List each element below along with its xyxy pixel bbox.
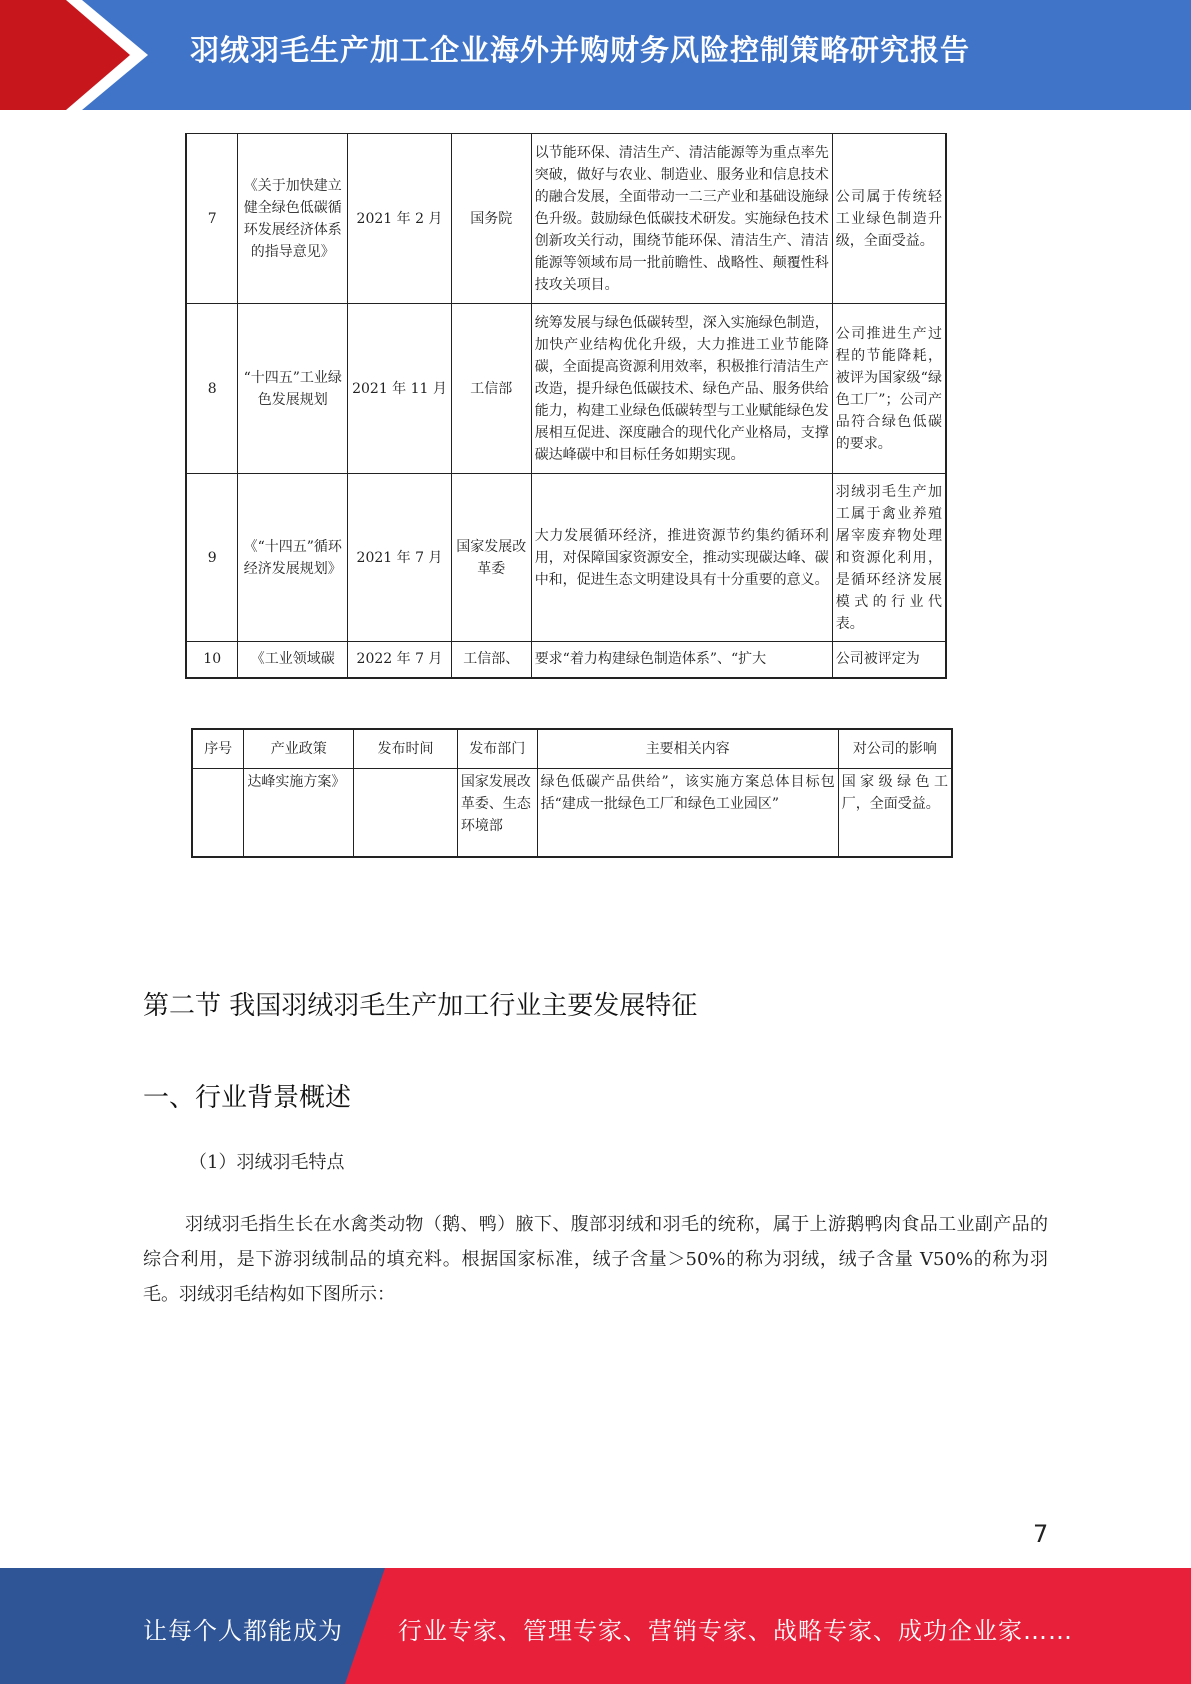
policy-content: 以节能环保、清洁生产、清洁能源等为重点率先突破，做好与农业、制造业、服务业和信息技术的融合发展，全面带动一二三产业和基础设施绿色升级。鼓励绿色低碳技术研发。实施绿色技术创新攻关行动，围绕节能环保、清洁生产、清洁能源等领域布局一批前瞻性、战略性、颠覆性科技攻关项目。 (531, 134, 832, 304)
col-header-date: 发布时间 (354, 729, 458, 769)
publish-dept: 工信部、 (451, 642, 531, 678)
page-header (0, 0, 1191, 110)
page-footer (0, 1568, 1191, 1684)
policy-table-continued (185, 133, 947, 679)
report-title: 羽绒羽毛生产加工企业海外并购财务风险控制策略研究报告 (190, 33, 971, 67)
col-header-dept: 发布部门 (457, 729, 537, 769)
publish-date: 2021 年 11 月 (348, 304, 452, 474)
policy-content: 要求“着力构建绿色制造体系”、“扩大 (531, 642, 832, 678)
policy-name: 《关于加快建立健全绿色低碳循环发展经济体系的指导意见》 (238, 134, 348, 304)
section-heading: 第二节 我国羽绒羽毛生产加工行业主要发展特征 (143, 991, 698, 1021)
policy-content: 大力发展循环经济，推进资源节约集约循环利用，对保障国家资源安全，推动实现碳达峰、碳中和，促进生态文明建设具有十分重要的意义。 (531, 474, 832, 642)
row-number: 10 (186, 642, 238, 678)
table-row (186, 474, 946, 642)
company-impact: 公司被评定为 (832, 642, 946, 678)
footer-slogan-left: 让每个人都能成为 (143, 1617, 343, 1645)
publish-dept: 国务院 (451, 134, 531, 304)
policy-name: 达峰实施方案》 (244, 769, 354, 857)
row-number: 9 (186, 474, 238, 642)
policy-name: 《工业领域碳 (238, 642, 348, 678)
row-number: 8 (186, 304, 238, 474)
table-row (192, 769, 952, 857)
table-header-row (192, 729, 952, 769)
table-row (186, 642, 946, 678)
policy-content: 绿色低碳产品供给”，该实施方案总体目标包括“建成一批绿色工厂和绿色工业园区” (537, 769, 838, 857)
policy-table-continuation (191, 728, 953, 858)
publish-date (354, 769, 458, 857)
publish-dept: 工信部 (451, 304, 531, 474)
col-header-number: 序号 (192, 729, 244, 769)
company-impact: 公司推进生产过程的节能降耗，被评为国家级“绿色工厂”；公司产品符合绿色低碳的要求。 (832, 304, 946, 474)
col-header-impact: 对公司的影响 (838, 729, 952, 769)
sub-heading: 一、行业背景概述 (143, 1083, 352, 1113)
table-row (186, 134, 946, 304)
publish-dept: 国家发展改革委 (451, 474, 531, 642)
col-header-policy: 产业政策 (244, 729, 354, 769)
company-impact: 国家级绿色工厂，全面受益。 (838, 769, 952, 857)
body-paragraph: 羽绒羽毛指生长在水禽类动物（鹅、鸭）腋下、腹部羽绒和羽毛的统称，属于上游鹅鸭肉食品工业副产品的综合利用，是下游羽绒制品的填充料。根据国家标准，绒子含量＞50%的称为羽绒，绒子含量 V50%的称为羽毛。羽绒羽毛结构如下图所示： (143, 1214, 1048, 1305)
company-impact: 羽绒羽毛生产加工属于禽业养殖屠宰废弃物处理和资源化利用，是循环经济发展模式的行业代表。 (832, 474, 946, 642)
row-number (192, 769, 244, 857)
policy-name: 《“十四五”循环经济发展规划》 (238, 474, 348, 642)
page-number: 7 (1033, 1520, 1049, 1548)
point-heading: （1）羽绒羽毛特点 (189, 1152, 345, 1173)
publish-dept: 国家发展改革委、生态环境部 (457, 769, 537, 857)
footer-slogan-right: 行业专家、管理专家、营销专家、战略专家、成功企业家…… (398, 1617, 1073, 1645)
policy-content: 统筹发展与绿色低碳转型，深入实施绿色制造，加快产业结构优化升级，大力推进工业节能降碳，全面提高资源利用效率，积极推行清洁生产改造，提升绿色低碳技术、绿色产品、服务供给能力，构建工业绿色低碳转型与工业赋能绿色发展相互促进、深度融合的现代化产业格局，支撑碳达峰碳中和目标任务如期实现。 (531, 304, 832, 474)
company-impact: 公司属于传统轻工业绿色制造升级，全面受益。 (832, 134, 946, 304)
policy-name: “十四五”工业绿色发展规划 (238, 304, 348, 474)
col-header-content: 主要相关内容 (537, 729, 838, 769)
publish-date: 2021 年 7 月 (348, 474, 452, 642)
header-red-chevron (0, 0, 160, 110)
row-number: 7 (186, 134, 238, 304)
table-row (186, 304, 946, 474)
publish-date: 2021 年 2 月 (348, 134, 452, 304)
publish-date: 2022 年 7 月 (348, 642, 452, 678)
